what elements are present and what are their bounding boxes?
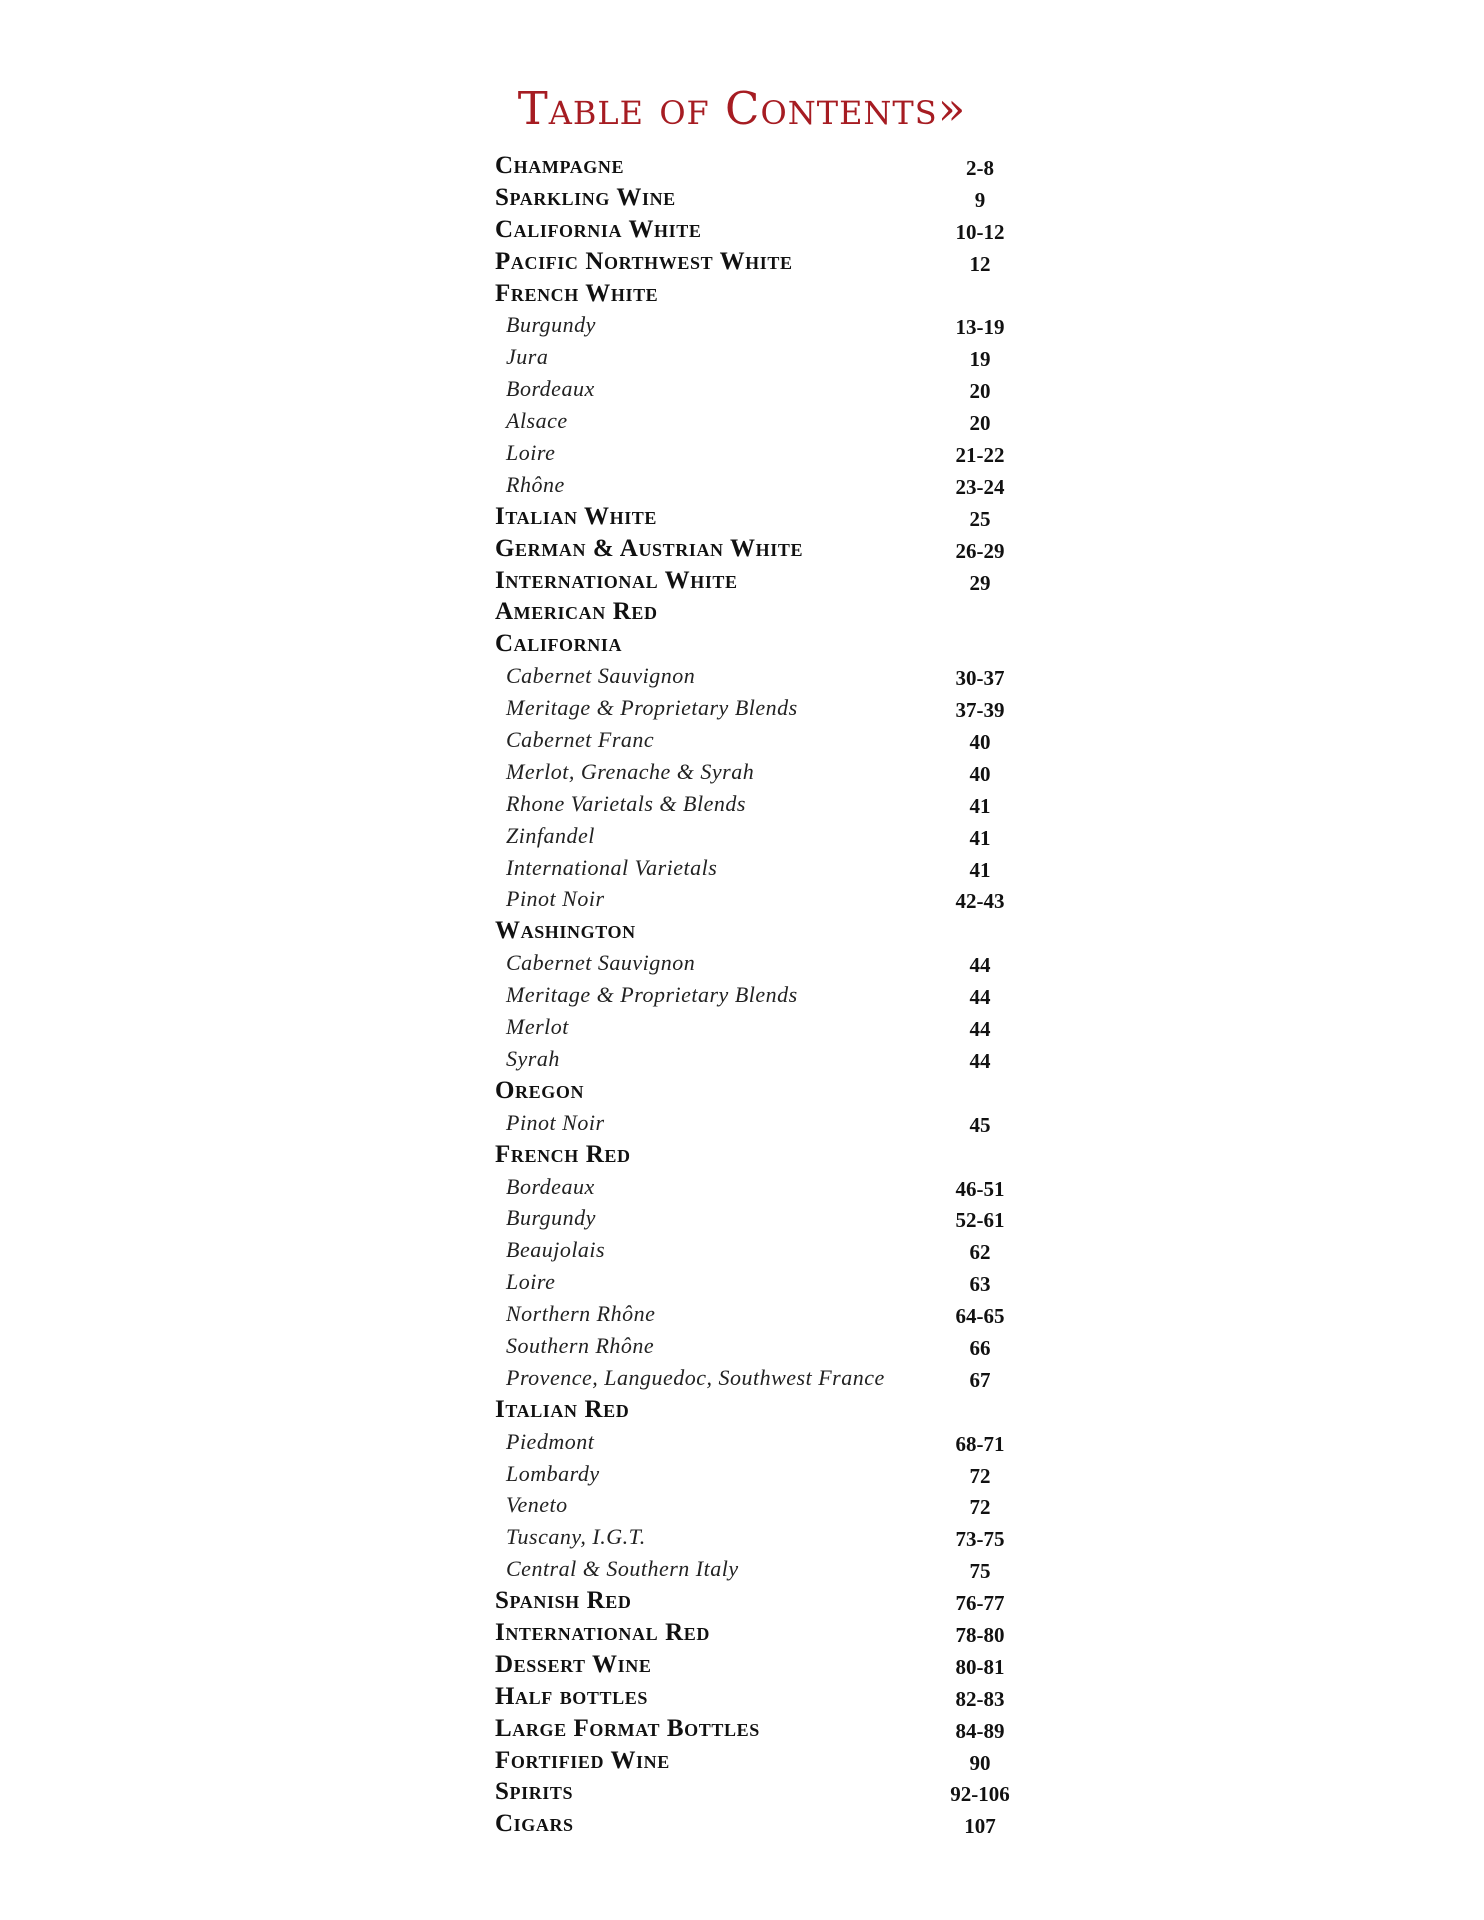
toc-section-row [0,1776,1484,1808]
toc-subsection-row [0,692,1484,724]
toc-section-row [0,150,1484,182]
toc-subsection-row [0,1426,1484,1458]
toc-subsection-row [0,373,1484,405]
toc-subsection-row [0,788,1484,820]
toc-subsection-row [0,341,1484,373]
toc-entry-label: Half bottles [495,1682,648,1710]
toc-page-range: 72 [969,1463,991,1488]
toc-entry-label: Cabernet Franc [506,727,655,753]
toc-section-row [0,1394,1484,1426]
toc-section-row [0,501,1484,533]
toc-page-range: 26-29 [955,538,1005,563]
toc-page-range: 44 [969,953,991,978]
toc-page-range: 82-83 [955,1686,1005,1711]
toc-page-range: 19 [969,347,991,372]
toc-page-range: 76-77 [955,1591,1005,1616]
toc-entry-label: Italian Red [495,1395,630,1423]
toc-entry-label: Loire [506,1269,556,1295]
toc-entry-label: French White [495,279,659,307]
toc-section-row [0,1808,1484,1840]
toc-subsection-row [0,309,1484,341]
toc-subsection-row [0,1489,1484,1521]
toc-entry-label: Veneto [506,1492,568,1518]
toc-subsection-row [0,1107,1484,1139]
toc-page-range: 62 [969,1240,991,1265]
toc-entry-label: Provence, Languedoc, Southwest France [506,1364,885,1390]
toc-entry-label: Syrah [506,1045,560,1071]
toc-subsection-row [0,469,1484,501]
toc-subsection-row [0,1521,1484,1553]
toc-page-range: 44 [969,1048,991,1073]
toc-entry-label: Cabernet Sauvignon [506,950,696,976]
toc-page-range: 25 [969,506,991,531]
toc-page-range: 80-81 [955,1654,1005,1679]
toc-entry-label: Loire [506,440,556,466]
toc-entry-label: Zinfandel [506,822,595,848]
toc-subsection-row [0,1011,1484,1043]
toc-entry-label: American Red [495,598,658,626]
toc-page-range: 46-51 [955,1176,1005,1201]
toc-page-range: 41 [969,793,991,818]
toc-page-range: 42-43 [955,889,1005,914]
toc-subsection-row [0,1202,1484,1234]
toc-page-range: 66 [969,1335,991,1360]
toc-subsection-row [0,1043,1484,1075]
toc-entry-label: French Red [495,1140,631,1168]
toc-page-range: 40 [969,761,991,786]
toc-section-row [0,214,1484,246]
toc-section-row [0,246,1484,278]
toc-section-row [0,628,1484,660]
toc-page-range: 92-106 [950,1782,1010,1807]
toc-page-range: 75 [969,1559,991,1584]
toc-page-range: 29 [969,570,991,595]
toc-entry-label: Fortified Wine [495,1746,670,1774]
toc-entry-label: German & Austrian White [495,534,804,562]
toc-subsection-row [0,437,1484,469]
toc-page-range: 52-61 [955,1208,1005,1233]
toc-section-row [0,1075,1484,1107]
toc-entry-label: Pinot Noir [506,1109,605,1135]
toc-subsection-row [0,1266,1484,1298]
toc-page-range: 20 [969,379,991,404]
toc-entry-label: Lombardy [506,1460,600,1486]
toc-entry-label: Oregon [495,1076,585,1104]
toc-entry-label: Piedmont [506,1428,595,1454]
toc-page-range: 10-12 [955,219,1005,244]
toc-page-range: 63 [969,1272,991,1297]
toc-page-range: 78-80 [955,1622,1005,1647]
toc-section-row [0,565,1484,597]
toc-entry-label: Southern Rhône [506,1332,655,1358]
toc-entry-label: Meritage & Proprietary Blends [506,982,798,1008]
toc-page-range: 64-65 [955,1304,1005,1329]
toc-entry-label: Spanish Red [495,1587,632,1615]
toc-page-range: 12 [969,251,991,276]
toc-page-range: 30-37 [955,666,1005,691]
toc-entry-label: Tuscany, I.G.T. [506,1524,646,1550]
toc-subsection-row [0,979,1484,1011]
toc-entry-label: California White [495,215,702,243]
toc-subsection-row [0,405,1484,437]
toc-subsection-row [0,1330,1484,1362]
toc-subsection-row [0,852,1484,884]
page-title: Table of Contents» [517,82,967,135]
toc-entry-label: International Varietals [506,854,718,880]
toc-entry-label: Champagne [495,152,625,179]
toc-entry-label: Central & Southern Italy [506,1556,739,1582]
toc-subsection-row [0,1298,1484,1330]
toc-page-range: 9 [974,187,986,212]
toc-subsection-row [0,660,1484,692]
toc-section-row [0,182,1484,214]
toc-entry-label: Pinot Noir [506,886,605,912]
toc-page-range: 13-19 [955,315,1005,340]
toc-subsection-row [0,1171,1484,1203]
toc-section-row [0,915,1484,947]
toc-entry-label: International White [495,566,738,594]
toc-page-range: 72 [969,1495,991,1520]
toc-page-range: 68-71 [955,1431,1005,1456]
toc-entry-label: Northern Rhône [506,1301,656,1327]
toc-entry-label: Merlot [506,1014,569,1040]
table-of-contents [0,150,1484,1840]
toc-entry-label: Alsace [506,408,568,434]
toc-section-row [0,533,1484,565]
toc-page-range: 45 [969,1112,991,1137]
toc-entry-label: Sparkling Wine [495,183,676,211]
toc-subsection-row [0,1458,1484,1490]
toc-entry-label: Dessert Wine [495,1650,652,1678]
toc-entry-label: Bordeaux [506,1173,595,1199]
toc-section-row [0,1681,1484,1713]
toc-entry-label: Washington [495,917,636,945]
toc-section-row [0,1617,1484,1649]
toc-section-row [0,1713,1484,1745]
toc-entry-label: Bordeaux [506,376,595,402]
toc-entry-label: Burgundy [506,1205,596,1231]
toc-page-range: 44 [969,985,991,1010]
toc-entry-label: Large Format Bottles [495,1714,760,1742]
toc-subsection-row [0,1362,1484,1394]
toc-entry-label: Jura [506,344,549,370]
toc-entry-label: Beaujolais [506,1237,606,1263]
toc-page-range: 2-8 [966,156,994,180]
toc-page-range: 107 [964,1814,996,1839]
toc-entry-label: International Red [495,1618,710,1646]
toc-subsection-row [0,883,1484,915]
toc-entry-label: Meritage & Proprietary Blends [506,695,798,721]
toc-subsection-row [0,1234,1484,1266]
toc-section-row [0,1585,1484,1617]
toc-page-range: 40 [969,730,991,755]
toc-entry-label: Rhone Varietals & Blends [506,790,746,816]
toc-page-range: 90 [969,1750,991,1775]
toc-subsection-row [0,947,1484,979]
toc-entry-label: Pacific Northwest White [495,247,793,275]
toc-entry-label: Italian White [495,502,658,530]
toc-page-range: 20 [969,411,991,436]
toc-subsection-row [0,820,1484,852]
toc-section-row [0,1139,1484,1171]
toc-section-row [0,1745,1484,1777]
toc-page-range: 67 [969,1367,991,1392]
toc-entry-label: Rhône [506,471,565,497]
toc-page-range: 41 [969,857,991,882]
toc-page-range: 84-89 [955,1718,1005,1743]
toc-section-row [0,596,1484,628]
toc-entry-label: California [495,630,623,658]
toc-subsection-row [0,724,1484,756]
toc-subsection-row [0,1553,1484,1585]
toc-section-row [0,278,1484,310]
toc-entry-label: Merlot, Grenache & Syrah [506,758,755,784]
toc-page-range: 41 [969,825,991,850]
toc-entry-label: Cigars [495,1810,574,1838]
toc-page-range: 44 [969,1017,991,1042]
toc-page-range: 37-39 [955,698,1005,723]
toc-page-range: 73-75 [955,1527,1005,1552]
toc-entry-label: Cabernet Sauvignon [506,663,696,689]
toc-entry-label: Spirits [495,1778,574,1806]
toc-entry-label: Burgundy [506,312,596,338]
toc-page-range: 23-24 [955,474,1005,499]
toc-subsection-row [0,756,1484,788]
toc-page-range: 21-22 [955,443,1005,468]
toc-section-row [0,1649,1484,1681]
